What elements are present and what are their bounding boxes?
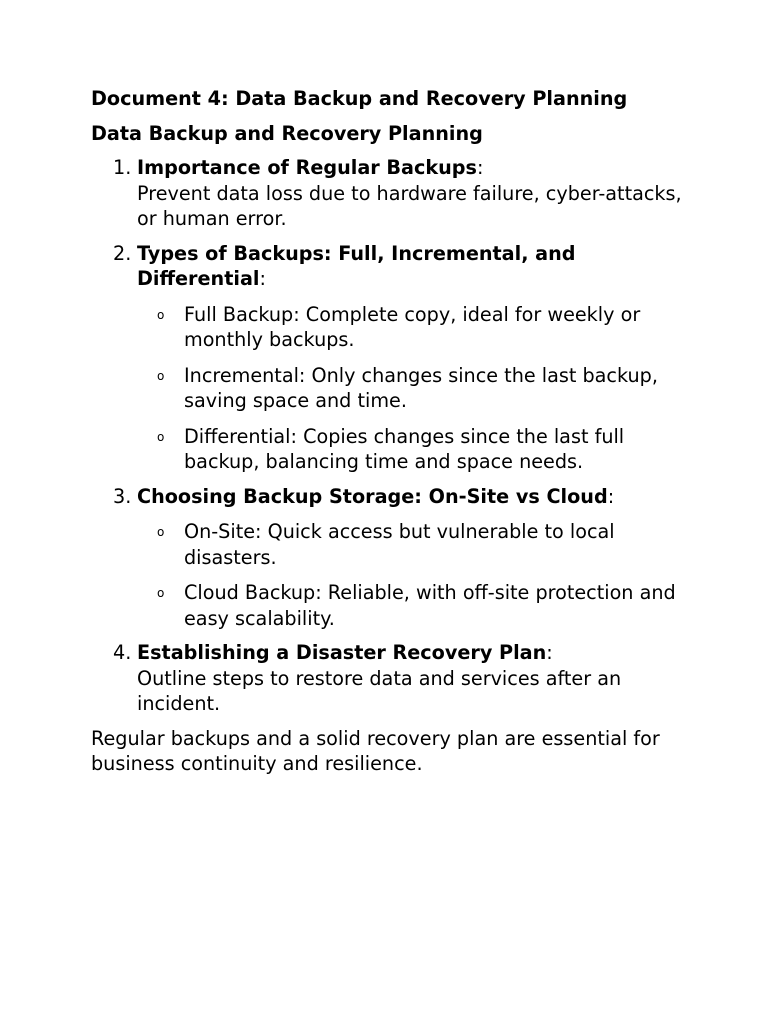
- section-heading: Types of Backups: Full, Incremental, and Differential: [137, 241, 576, 290]
- bullet-text: Incremental: Only changes since the last backup, saving space and time.: [184, 363, 658, 412]
- bullet-text: Cloud Backup: Reliable, with off-site protection and easy scalability.: [184, 581, 676, 630]
- heading-colon: :: [546, 641, 553, 664]
- bullet-item: [137, 302, 691, 353]
- section-item-1: [91, 155, 691, 232]
- bullet-item: [137, 424, 691, 475]
- bullet-item: [137, 519, 691, 570]
- document-title: Document 4: Data Backup and Recovery Planning: [91, 87, 628, 110]
- bullet-text: Full Backup: Complete copy, ideal for weekly or monthly backups.: [184, 302, 641, 351]
- section-heading: Importance of Regular Backups: [137, 156, 477, 179]
- bullet-list: [137, 519, 691, 631]
- circle-bullet-icon: o: [157, 525, 165, 539]
- conclusion-paragraph: Regular backups and a solid recovery plan are essential for business continuity and resilience.: [91, 726, 660, 775]
- section-heading-line: [137, 241, 691, 292]
- bullet-text: On-Site: Quick access but vulnerable to local disasters.: [184, 520, 615, 569]
- circle-bullet-icon: o: [157, 429, 165, 444]
- section-body: Outline steps to restore data and services after an incident.: [137, 666, 622, 715]
- section-number: 3.: [113, 484, 132, 508]
- circle-bullet-icon: o: [157, 307, 165, 322]
- section-item-3: [91, 484, 691, 632]
- section-heading: Choosing Backup Storage: On-Site vs Cloud: [137, 484, 608, 508]
- section-list: [91, 155, 691, 717]
- bullet-text: Differential: Copies changes since the last full backup, balancing time and space needs.: [184, 424, 625, 473]
- section-body: Prevent data loss due to hardware failure, cyber-attacks, or human error.: [137, 181, 682, 230]
- document-page: [91, 86, 691, 777]
- heading-colon: :: [607, 484, 615, 508]
- bullet-item: [137, 363, 691, 414]
- section-number: 1.: [113, 156, 132, 179]
- section-heading-line: [137, 640, 691, 666]
- heading-colon: :: [476, 156, 484, 179]
- document-subtitle: Data Backup and Recovery Planning: [91, 121, 483, 145]
- section-item-2: [91, 241, 691, 475]
- circle-bullet-icon: o: [157, 368, 165, 383]
- heading-colon: :: [259, 267, 266, 290]
- circle-bullet-icon: o: [157, 586, 165, 600]
- bullet-item: [137, 580, 691, 631]
- section-heading: Establishing a Disaster Recovery Plan: [137, 641, 547, 664]
- section-heading-line: [137, 155, 691, 181]
- section-heading-line: [137, 484, 691, 510]
- bullet-list: [137, 302, 691, 475]
- section-number: 4.: [113, 641, 132, 664]
- section-number: 2.: [113, 241, 132, 265]
- section-item-4: [91, 640, 691, 717]
